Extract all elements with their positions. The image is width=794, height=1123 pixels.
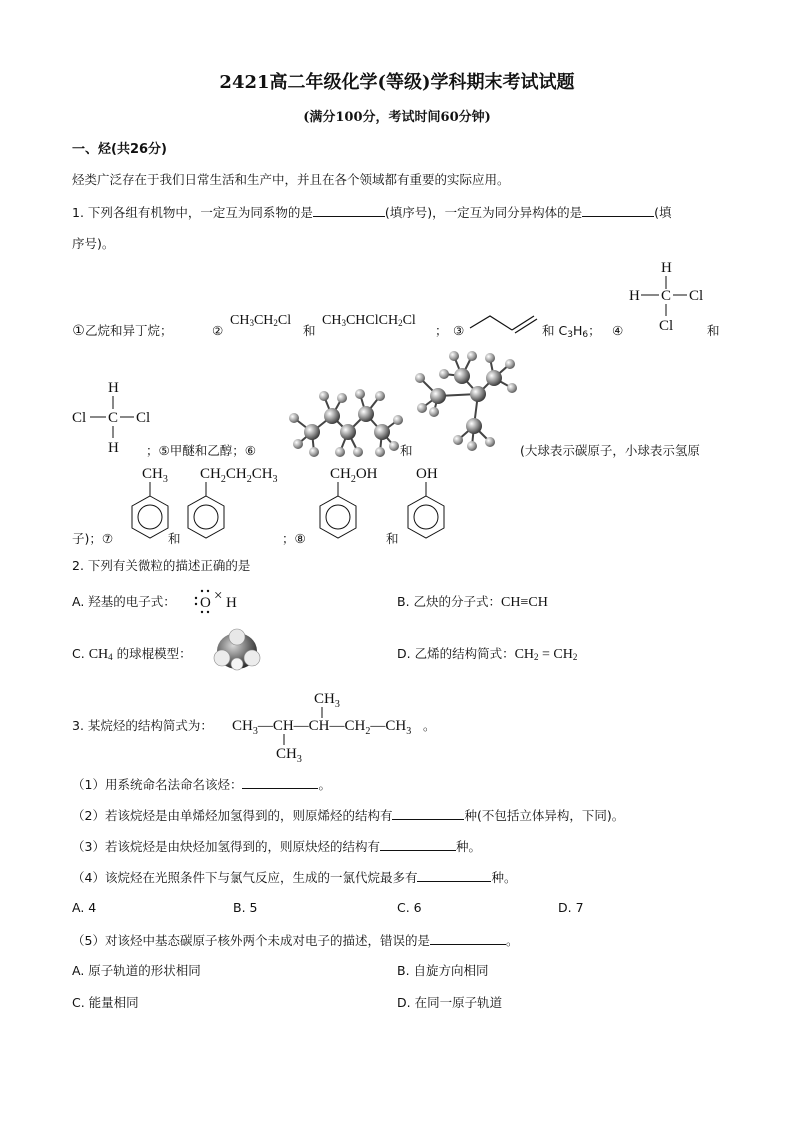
q1-text-c: (填 <box>654 205 672 220</box>
option-d-formula: $CH_2 = CH_2$ <box>514 647 578 662</box>
phenol-structure <box>400 462 460 548</box>
item8-label: ；⑧ <box>282 531 306 546</box>
item8-he: 和 <box>386 531 399 546</box>
group-label: $CH_2CH_2CH_3$ <box>200 466 278 485</box>
answer-blank[interactable] <box>313 204 385 217</box>
atom-h-top: H <box>661 260 672 276</box>
item2-formula-1: $CH_3CH_2Cl$ <box>230 313 292 328</box>
atom-cl-right: Cl <box>689 288 704 304</box>
branch-bottom: $CH_3$ <box>276 746 302 765</box>
item6-he: 和 <box>400 443 413 458</box>
atom-cl-right: Cl <box>136 410 151 426</box>
svg-text:H: H <box>226 595 237 611</box>
option-d-label: D. 乙烯的结构简式： <box>397 646 515 661</box>
item6-note: (大球表示碳原子，小球表示氢原 <box>520 443 700 458</box>
q1-line1 <box>72 204 672 221</box>
item-number-3: ③ <box>453 323 465 338</box>
q3-sub4: （4）该烷烃在光照条件下与氯气反应，生成的一氯代烷最多有 种。 <box>72 870 517 885</box>
butene-skeletal-structure <box>468 312 540 334</box>
option-c-label: C. <box>72 646 85 661</box>
intro-text: 烃类广泛存在于我们日常生活和生产中，并且在各个领域都有重要的实际应用。 <box>72 172 510 187</box>
option-b-label: B. 乙炔的分子式： <box>397 594 502 609</box>
hydroxyl-electron-dot <box>192 585 252 615</box>
q1-text-a: 1. 下列各组有机物中，一定互为同系物的是 <box>72 205 313 220</box>
q1-line2: 序号)。 <box>72 236 115 251</box>
q3-sub2: （2）若该烷烃是由单烯烃加氢得到的，则原烯烃的结构有 种(不包括立体异构，下同)。 <box>72 808 625 823</box>
item6-note-cont: 子)；⑦ <box>72 531 114 546</box>
group-label: $CH_2OH$ <box>330 466 378 485</box>
group-label: $CH_3$ <box>142 466 168 485</box>
item1-text: 乙烷和异丁烷； <box>85 323 173 338</box>
section-heading: 一、烃(共26分) <box>72 142 167 157</box>
atom-cl-bottom: Cl <box>659 318 674 334</box>
q2-option-d[interactable] <box>397 646 577 665</box>
answer-blank[interactable] <box>392 807 464 820</box>
atom-cl-left: Cl <box>72 410 87 426</box>
propylbenzene-structure <box>182 462 292 548</box>
benzyl-alcohol-structure <box>312 462 392 548</box>
answer-blank[interactable] <box>582 204 654 217</box>
option-a-label: A. 羟基的电子式： <box>72 594 176 609</box>
option-b-formula: CH≡CH <box>501 595 548 610</box>
item-number-1: ① <box>72 323 85 339</box>
item7-he: 和 <box>168 531 181 546</box>
q3-sub5-option-d[interactable]: D. 在同一原子轨道 <box>397 995 503 1010</box>
atom-c: C <box>661 288 672 304</box>
dichloromethane-structure-1 <box>625 258 715 338</box>
ball-stick-model-1 <box>284 380 404 470</box>
q3-sub5-option-c[interactable]: C. 能量相同 <box>72 995 139 1010</box>
q3-sub4-option-b[interactable]: B. 5 <box>233 900 258 915</box>
q3-sub1: （1）用系统命名法命名该烃： 。 <box>72 777 331 792</box>
q1-item1 <box>72 323 173 339</box>
q2-option-c[interactable] <box>72 646 192 665</box>
q3-stem-end: 。 <box>423 718 436 733</box>
q3-sub4-option-c[interactable]: C. 6 <box>397 900 422 915</box>
svg-text:×: × <box>214 588 223 604</box>
item-number-4: ④ <box>612 323 624 338</box>
q1-text-b: (填序号)，一定互为同分异构体的是 <box>384 205 583 220</box>
answer-blank[interactable] <box>380 838 456 851</box>
q3-sub4-option-d[interactable]: D. 7 <box>558 900 584 915</box>
atom-h-top: H <box>108 380 119 396</box>
branch-top: $CH_3$ <box>314 691 340 710</box>
page-title: 2421高二年级化学(等级)学科期末考试试题 <box>219 72 575 93</box>
q3-stem: 3. 某烷烃的结构简式为： <box>72 718 213 733</box>
item4-he: 和 <box>707 323 720 338</box>
ball-stick-model-2 <box>414 348 524 458</box>
option-c-text: 的球棍模型： <box>112 646 192 661</box>
item5-text: ；⑤甲醚和乙醇；⑥ <box>146 443 256 458</box>
alkane-structure <box>232 688 442 765</box>
methane-model <box>212 630 262 672</box>
answer-blank[interactable] <box>242 776 318 789</box>
q2-stem: 2. 下列有关微粒的描述正确的是 <box>72 558 251 573</box>
main-chain: $CH_3—CH—CH—CH_2—CH_3$ <box>232 718 412 737</box>
svg-text:O: O <box>200 595 211 611</box>
atom-h-left: H <box>629 288 640 304</box>
answer-blank[interactable] <box>430 932 506 945</box>
item2-formula-2: $CH_3CHClCH_2Cl$ <box>322 313 416 328</box>
item2-semi: ； <box>435 323 448 338</box>
q3-sub5-option-a[interactable]: A. 原子轨道的形状相同 <box>72 963 201 978</box>
q2-option-a[interactable] <box>72 594 176 610</box>
option-c-formula: $CH_4$ <box>88 647 113 662</box>
q2-option-b[interactable] <box>397 594 548 611</box>
group-label: OH <box>416 466 438 482</box>
item3-tail: 和 $C_3H_6$； <box>542 323 601 340</box>
q3-sub4-option-a[interactable]: A. 4 <box>72 900 97 915</box>
item2-he: 和 <box>303 323 316 338</box>
atom-h-bottom: H <box>108 440 119 456</box>
q3-sub3: （3）若该烷烃是由炔烃加氢得到的，则原炔烃的结构有 种。 <box>72 839 481 854</box>
answer-blank[interactable] <box>417 869 491 882</box>
item-number-2: ② <box>212 323 224 338</box>
q3-sub5-option-b[interactable]: B. 自旋方向相同 <box>397 963 489 978</box>
q3-sub5: （5）对该烃中基态碳原子核外两个未成对电子的描述，错误的是 。 <box>72 933 519 948</box>
page-subtitle: (满分100分，考试时间60分钟) <box>303 110 491 125</box>
atom-c: C <box>108 410 119 426</box>
